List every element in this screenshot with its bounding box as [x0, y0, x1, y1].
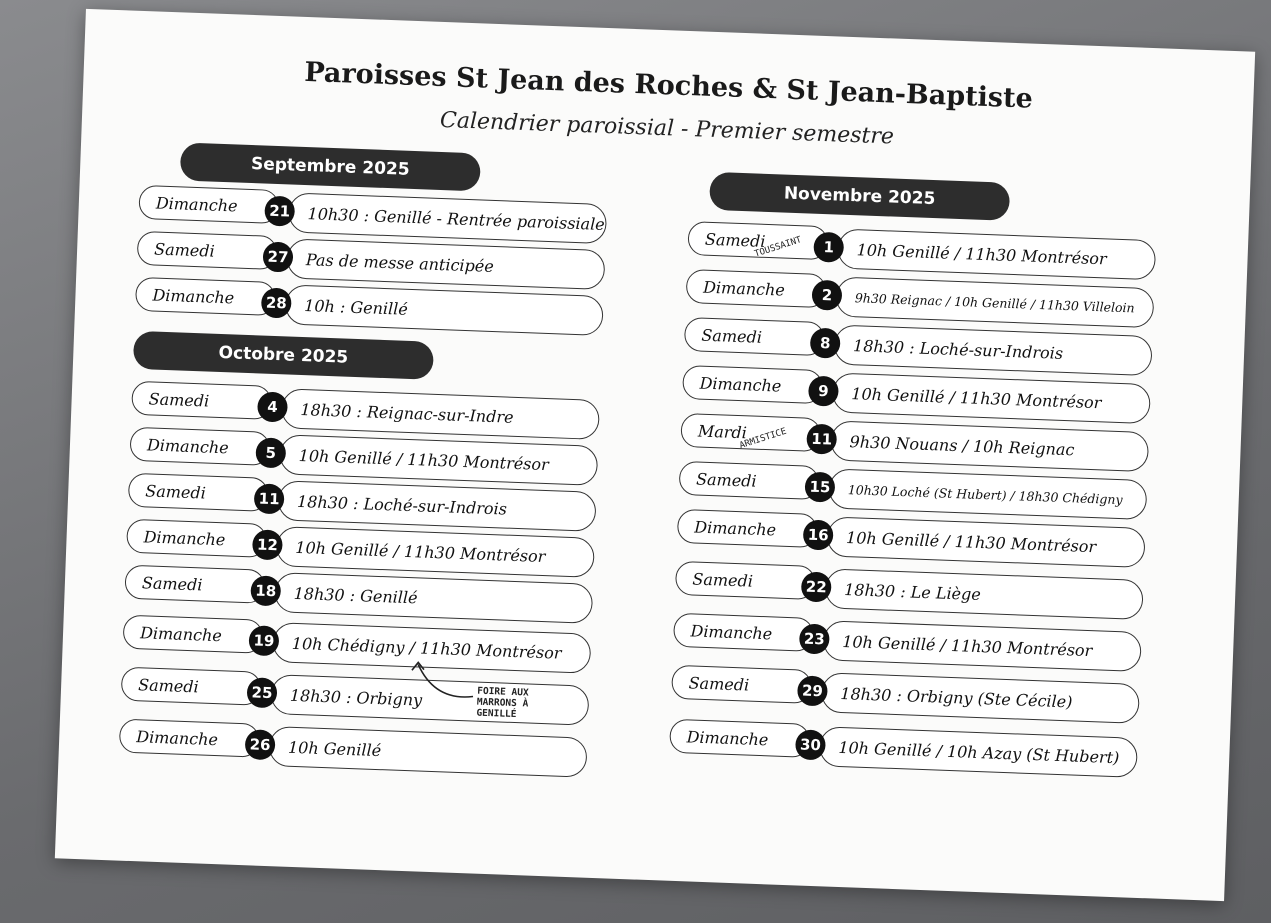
- left-column: [135, 141, 611, 760]
- day-name: Dimanche: [686, 269, 827, 308]
- event-text: Pas de messe anticipée: [286, 238, 605, 290]
- event-text: 10h Genillé / 11h30 Montrésor: [837, 229, 1156, 281]
- day-name: Samedi: [124, 565, 265, 604]
- handwritten-arrow-icon: [405, 656, 477, 709]
- day-name: Dimanche: [669, 719, 810, 758]
- day-number-badge: 21: [264, 196, 295, 227]
- handwritten-note: FOIRE AUX MARRONS À GENILLÉ: [476, 685, 529, 721]
- page-title: Paroisses St Jean des Roches & St Jean-Baptiste: [303, 56, 1034, 115]
- day-name: Mardi: [680, 413, 821, 452]
- right-column: [686, 171, 1160, 767]
- day-name: Dimanche: [138, 185, 279, 224]
- list-item: [118, 719, 589, 778]
- event-text: 18h30 : Loché-sur-Indrois: [277, 480, 596, 532]
- month-header-septembre: Septembre 2025: [180, 142, 481, 191]
- day-number-badge: 11: [254, 483, 285, 514]
- event-text: 10h : Genillé: [285, 284, 604, 336]
- day-number-badge: 5: [255, 437, 286, 468]
- calendar-sheet: [55, 9, 1255, 901]
- event-text: 9h30 Reignac / 10h Genillé / 11h30 Villeloin: [835, 277, 1154, 329]
- event-text: 10h Genillé: [268, 726, 587, 778]
- list-item: [673, 613, 1144, 672]
- day-number-badge: 27: [262, 242, 293, 273]
- day-name: Dimanche: [123, 615, 264, 654]
- event-text: 18h30 : Le Liège: [824, 568, 1143, 620]
- list-item: [122, 615, 593, 674]
- event-text: 18h30 : Loché-sur-Indrois: [833, 325, 1152, 377]
- event-text: 10h30 : Genillé - Rentrée paroissiale: [288, 192, 607, 244]
- day-name: Samedi: [671, 665, 812, 704]
- day-number-badge: 18: [250, 575, 281, 606]
- day-number-badge: 30: [795, 729, 826, 760]
- day-name: Dimanche: [129, 427, 270, 466]
- page-subtitle: Calendrier paroissial - Premier semestre: [439, 107, 895, 150]
- event-text: 18h30 : Genillé: [274, 572, 593, 624]
- day-number-badge: 26: [245, 729, 276, 760]
- day-number-badge: 22: [801, 571, 832, 602]
- day-name: Samedi: [121, 667, 262, 706]
- day-name: Samedi: [675, 561, 816, 600]
- event-text: 18h30 : Reignac-sur-Indre: [281, 388, 600, 440]
- list-item: [671, 665, 1142, 724]
- event-text: 10h Genillé / 11h30 Montrésor: [823, 620, 1142, 672]
- day-name: Dimanche: [135, 277, 276, 316]
- day-number-badge: 11: [806, 424, 837, 455]
- event-text: 10h Genillé / 11h30 Montrésor: [826, 516, 1145, 568]
- day-number-badge: 12: [252, 529, 283, 560]
- day-number-badge: 16: [803, 519, 834, 550]
- day-name: Dimanche: [126, 519, 267, 558]
- event-text: 10h Chédigny / 11h30 Montrésor: [272, 622, 591, 674]
- day-number-badge: 23: [799, 623, 830, 654]
- day-number-badge: 15: [804, 472, 835, 503]
- event-text: 10h Genillé / 11h30 Montrésor: [279, 434, 598, 486]
- event-text: 10h Genillé / 10h Azay (St Hubert): [819, 726, 1138, 778]
- day-number-badge: 28: [261, 287, 292, 318]
- month-header-octobre: Octobre 2025: [133, 331, 434, 380]
- event-text: 18h30 : Orbigny: [270, 674, 589, 726]
- day-number-badge: 9: [808, 376, 839, 407]
- day-number-badge: 1: [813, 232, 844, 263]
- day-name: Samedi: [687, 221, 828, 260]
- day-name: Samedi: [137, 231, 278, 270]
- day-number-badge: 25: [246, 677, 277, 708]
- day-name: Dimanche: [682, 365, 823, 404]
- event-text: 10h30 Loché (St Hubert) / 18h30 Chédigny: [828, 468, 1147, 520]
- event-text: 9h30 Nouans / 10h Reignac: [830, 420, 1149, 472]
- day-name: Samedi: [684, 317, 825, 356]
- day-number-badge: 4: [257, 391, 288, 422]
- handwritten-note: TOUSSAINT: [753, 235, 803, 260]
- day-name: Samedi: [679, 461, 820, 500]
- day-number-badge: 8: [810, 328, 841, 359]
- month-header-novembre: Novembre 2025: [709, 172, 1010, 221]
- event-text: 10h Genillé / 11h30 Montrésor: [276, 526, 595, 578]
- list-item: [675, 561, 1146, 620]
- day-name: Samedi: [128, 473, 269, 512]
- day-number-badge: 2: [811, 280, 842, 311]
- list-item: [677, 509, 1148, 568]
- day-name: Dimanche: [673, 613, 814, 652]
- day-number-badge: 29: [797, 675, 828, 706]
- event-text: 18h30 : Orbigny (Ste Cécile): [821, 672, 1140, 724]
- day-name: Samedi: [131, 381, 272, 420]
- event-text: 10h Genillé / 11h30 Montrésor: [832, 372, 1151, 424]
- day-number-badge: 19: [248, 625, 279, 656]
- list-item: [669, 719, 1140, 778]
- day-name: Dimanche: [119, 719, 260, 758]
- handwritten-note: ARMISTICE: [738, 426, 788, 452]
- day-name: Dimanche: [677, 509, 818, 548]
